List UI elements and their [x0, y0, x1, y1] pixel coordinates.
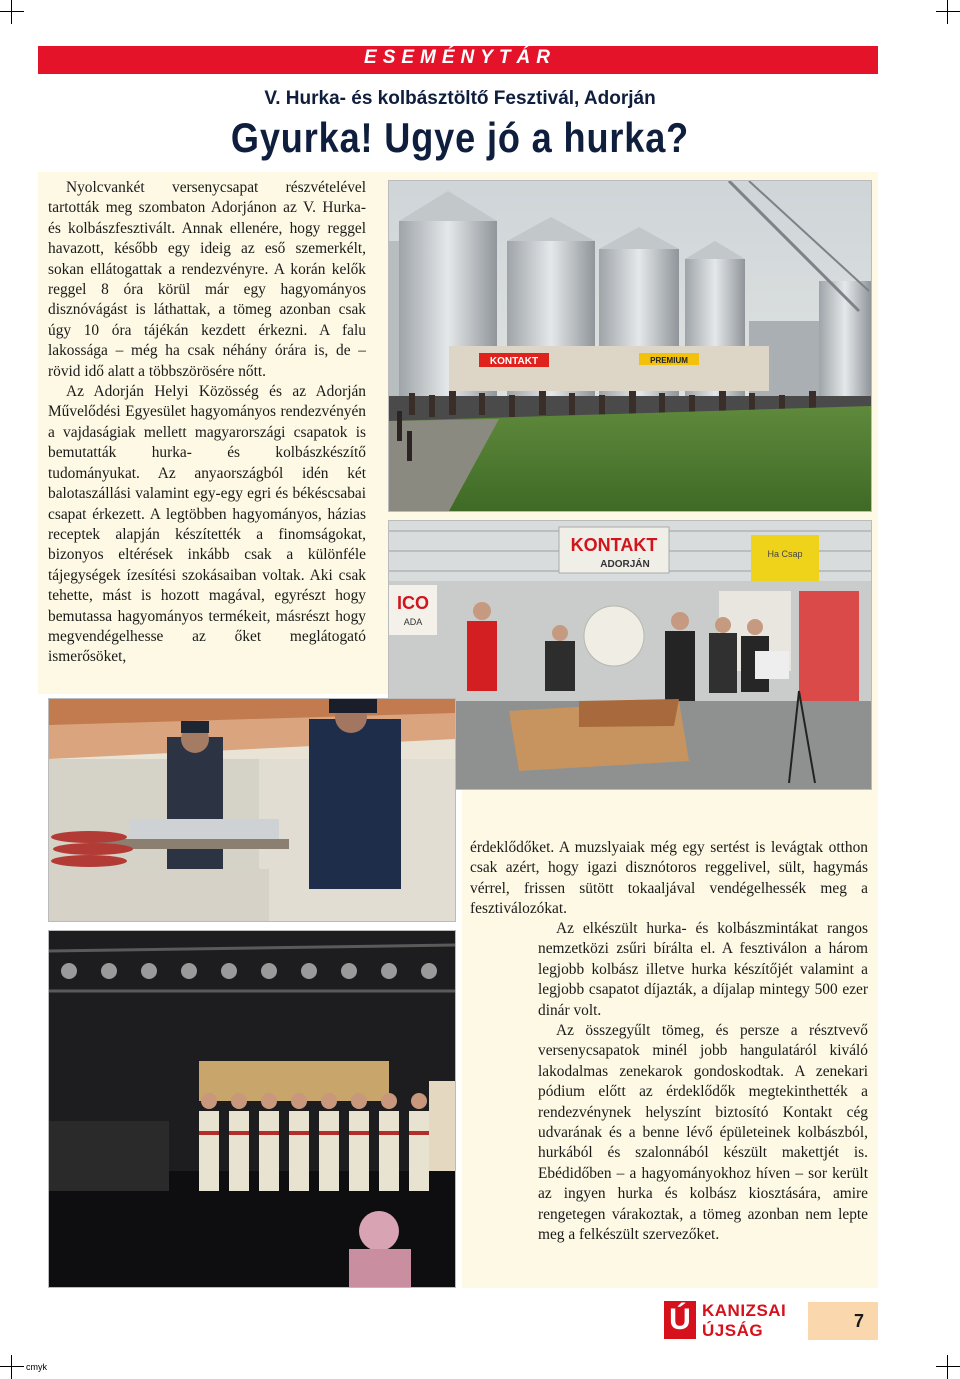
article-paragraph: Nyolcvankét versenycsapat részvételével tartották meg szombaton Adorjánon az V. Hurka- és kolbászfesztivált. Annak ellenére, hogy reggel havazott, később egy ideig az eső szemerkélt, sokan ellátogattak a rendezvényre. A korán kelők reggel 8 óra körül már egy hagyományos disznóvágást is láthattak, a tömeg azonban csak úgy 10 óra tájékán kezdett érkezni. A falu lakossága – még ha csak néhány órára is, de – rövid idő alatt a többszörösére nőtt.: [48, 179, 366, 380]
photo-award-ceremony: [48, 930, 456, 1288]
article-paragraph: Az összegyűlt tömeg, és persze a résztvevő versenycsapatok minél jobb hangulatáról kiváló lakodalmas zenekarok gondoskodtak. A zenekari pódium előtt az érdeklődők megtekinthették a rendezvénynek helyszínt biztosító Kontakt cég udvarának és a benne lévő épületeinek kolbászból, hurkából és szalonnából készült makettjét is. Ebédidőben – a hagyományokhoz híven – sor került az ingyen hurka és kolbász kiosztására, amire rengetegen várakoztak, a tömeg azonban nem lepte meg a felkészült szervezőket.: [538, 1022, 868, 1244]
article-paragraph: Az elkészült hurka- és kolbászmintákat rangos nemzetközi zsűri bírálta el. A fesztiválon a három legjobb kolbász illetve hurka készítőjét valamint a legjobb csapatot díjazták, a díjalap mintegy 500 ezer dinár volt.: [538, 920, 868, 1019]
crop-mark-bottom-right: [936, 1355, 960, 1379]
logo-text-kanizsai: KANIZSAI: [702, 1301, 787, 1320]
article-column-2-narrow: [538, 919, 868, 1246]
stage-sign-yellow: Ha Csap: [767, 549, 803, 559]
section-label: ESEMÉNYTÁR: [364, 47, 556, 68]
photo-sausage-makers: [48, 698, 456, 922]
article-column-1: [48, 178, 366, 668]
article-paragraph: Az Adorján Helyi Közösség és az Adorján Művelődési Egyesület hagyományos rendezvényén a vajdaságiak mellett magyarországi csapatok is bemutatták hurka- és kolbászkészítő tudományukat. Az anyaországból idén két balotaszállási valamint egy-egy egri és békéscsabai csapat érkezett. A legtöbben hagyományos, házias receptek alapján készítették a finomságokat, bizonyos eltérések inkább csak a különféle tájegységek ízesítési szokásaiban voltak. Aki csak tehette, mást is hozott magával, egyrészt hogy bemutassa hagyományos termékeit, másrészt hogy megvendégelhesse az őket meglátogató ismerősöket,: [48, 383, 366, 666]
stage-sign-ico: ICO: [396, 593, 430, 613]
logo-mark: Ú: [664, 1301, 696, 1339]
article-paragraph: érdeklődőket. A muzslyaiak még egy sertést is levágtak otthon csak azért, hogy igazi disznótoros reggelivel, sült, hagymás vérrel, frissen sütött tokaaljával vendégelhessék meg a fesztiválozókat.: [470, 839, 868, 918]
stage-sign-adorjan: ADORJÁN: [600, 559, 650, 570]
crop-mark-top-right: [936, 0, 960, 24]
crop-mark-top-left: [0, 0, 24, 24]
photo-silos-crowd: [388, 180, 872, 512]
article-column-2-wide: [470, 838, 868, 920]
stage-sign-ada: ADA: [403, 617, 423, 627]
cmyk-label: cmyk: [26, 1362, 47, 1372]
logo-text-ujsag: ÚJSÁG: [702, 1321, 764, 1340]
article-subtitle: V. Hurka- és kolbásztöltő Fesztivál, Adorján: [264, 88, 656, 109]
kanizsai-ujsag-logo: [664, 1299, 799, 1343]
photo-stage-band: [388, 520, 872, 790]
page-number: 7: [808, 1302, 878, 1340]
silos-banner-premium: PREMIUM: [650, 356, 688, 365]
crop-mark-bottom-left: [0, 1355, 24, 1379]
silos-banner-kontakt: KONTAKT: [489, 356, 539, 367]
article-title: Gyurka! Ugye jó a hurka?: [230, 114, 690, 161]
stage-sign-kontakt: KONTAKT: [570, 535, 658, 555]
